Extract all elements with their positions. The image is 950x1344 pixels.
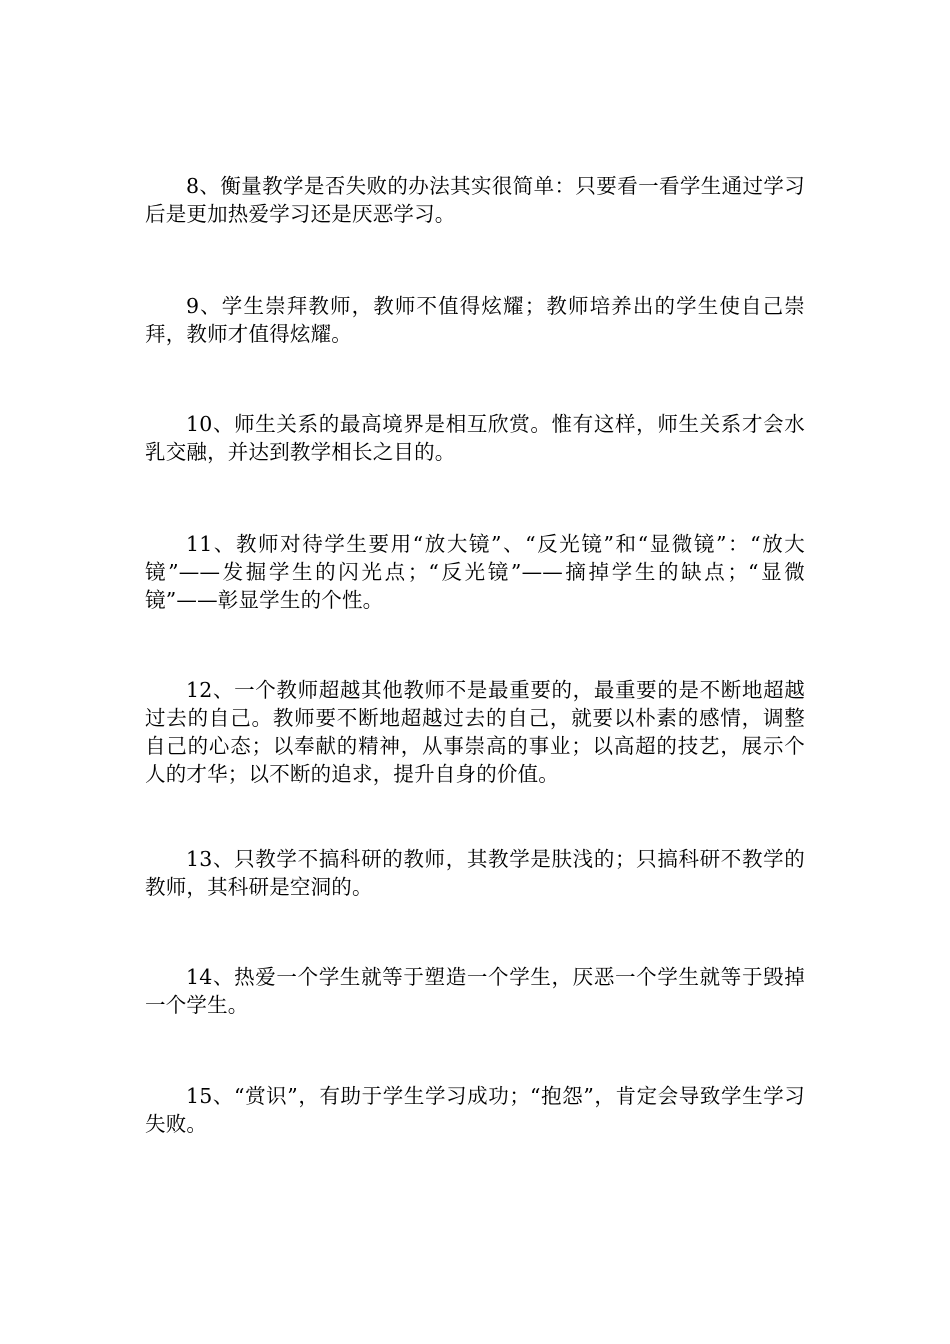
- paragraph-13: 13、只教学不搞科研的教师，其教学是肤浅的；只搞科研不教学的教师，其科研是空洞的。: [145, 847, 805, 899]
- paragraph-15: 15、“赏识”，有助于学生学习成功；“抱怨”，肯定会导致学生学习失败。: [145, 1084, 805, 1136]
- paragraph-14: 14、热爱一个学生就等于塑造一个学生，厌恶一个学生就等于毁掉一个学生。: [145, 965, 805, 1017]
- paragraph-8: 8、衡量教学是否失败的办法其实很简单：只要看一看学生通过学习后是更加热爱学习还是厌恶学习。: [145, 174, 805, 226]
- paragraph-9: 9、学生崇拜教师，教师不值得炫耀；教师培养出的学生使自己崇拜，教师才值得炫耀。: [145, 294, 805, 346]
- paragraph-10: 10、师生关系的最高境界是相互欣赏。惟有这样，师生关系才会水乳交融，并达到教学相长之目的。: [145, 412, 805, 464]
- paragraph-12: 12、一个教师超越其他教师不是最重要的，最重要的是不断地超越过去的自己。教师要不断地超越过去的自己，就要以朴素的感情，调整自己的心态；以奉献的精神，从事崇高的事业；以高超的技艺，展示个人的才华；以不断的追求，提升自身的价值。: [145, 678, 805, 786]
- paragraph-11: 11、教师对待学生要用“放大镜”、“反光镜”和“显微镜”：“放大镜”——发掘学生的闪光点；“反光镜”——摘掉学生的缺点；“显微镜”——彰显学生的个性。: [145, 532, 805, 612]
